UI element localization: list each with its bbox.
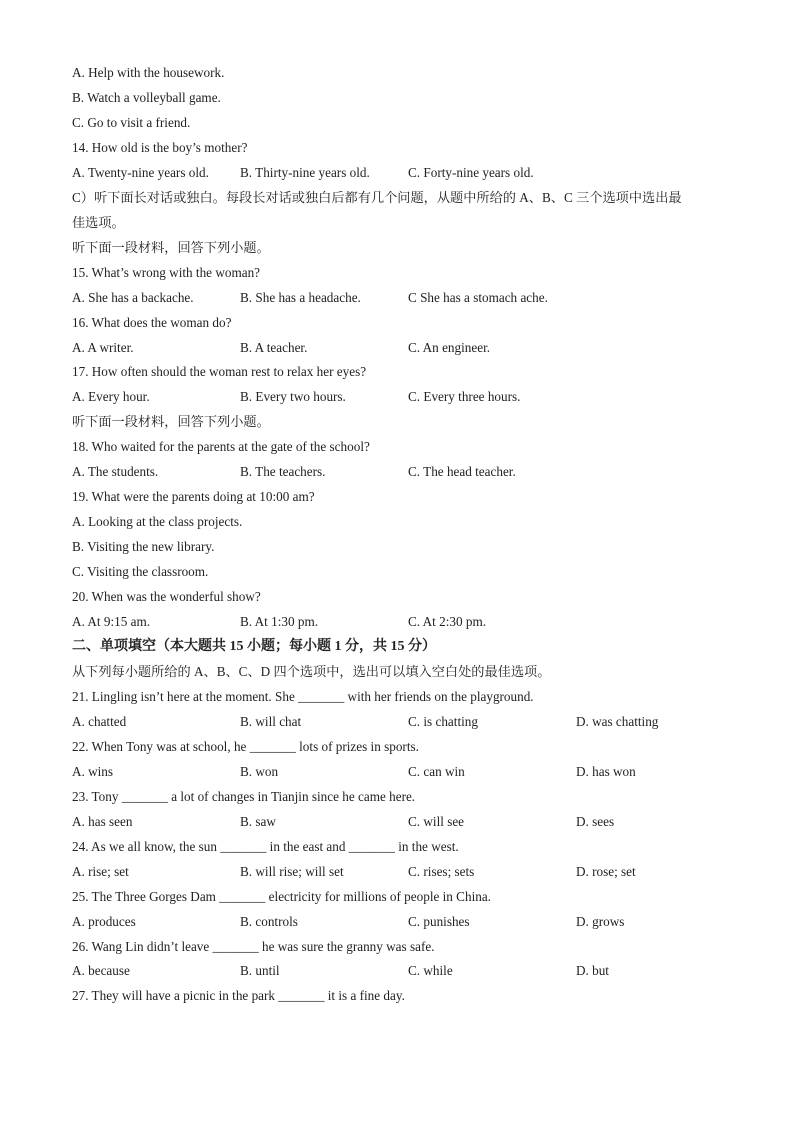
option-c: C She has a stomach ache. [408,290,548,305]
option-a: A. wins [72,764,114,779]
option-b: B. She has a headache. [240,290,361,305]
option-a: A. She has a backache. [72,290,194,305]
option-c: C. Every three hours. [408,389,521,404]
option-c: C. while [408,963,453,978]
option-c: C. punishes [408,914,470,929]
option-d: D. rose; set [576,864,636,879]
option-a: A. A writer. [72,340,134,355]
option-b: B. controls [240,914,298,929]
option-a: A. rise; set [72,864,129,879]
option-c: C. An engineer. [408,340,491,355]
option-a: A. Twenty-nine years old. [72,165,209,180]
option-c: C. will see [408,814,465,829]
option-d: D. but [576,963,609,978]
option-b: B. will rise; will set [240,864,344,879]
option-c: C. is chatting [408,714,478,729]
option-b: B. A teacher. [240,340,308,355]
option-a: A. chatted [72,714,127,729]
option-a: A. because [72,963,130,978]
option-a: A. The students. [72,464,159,479]
option-b: B. At 1:30 pm. [240,614,319,629]
option-a: A. Every hour. [72,389,150,404]
option-b: B. Thirty-nine years old. [240,165,370,180]
option-c: C. rises; sets [408,864,475,879]
option-b: B. The teachers. [240,464,326,479]
option-b: B. won [240,764,279,779]
option-b: B. Every two hours. [240,389,346,404]
option-b: B. saw [240,814,276,829]
option-a: A. At 9:15 am. [72,614,151,629]
option-a: A. has seen [72,814,133,829]
option-b: B. until [240,963,280,978]
option-b: B. will chat [240,714,302,729]
option-c: C. can win [408,764,465,779]
option-d: D. grows [576,914,625,929]
option-a: A. produces [72,914,136,929]
document-page: A. Help with the housework. B. Watch a volleyball game. C. Go to visit a friend. 14. How old is the boy’s mother? A. Twenty-nine years old. B. Thirty-nine years old. C. Forty-nine years old. C）听下面长对话或独白。每段长对话或独白后都有几个问题，从题中所给的 A、B、C 三个选项中选出最 佳选项。 听下面一段材料，回答下列小题。 15. What’s wrong with the woman? A. She has a backache. B. She has a headache. C She has a stomach ache. 16. What does the woman do? A. A writer. B. A teacher. C. An engineer. 17. How often should the woman rest to relax her eyes? A. Every hour. B. Every two hours. C. Every three hours. 听下面一段材料，回答下列小题。 18. Who waited for the parents at the gate of the school? A. The students. B. The teachers. C. The head teacher. 19. What were the parents doing at 10:00 am? A. Looking at the class projects. B. Visiting the new library. C. Visiting the classroom. 20. When was the wonderful show? A. At 9:15 am. B. At 1:30 pm. C. At 2:30 pm. 二、单项填空（本大题共 15 小题；每小题 1 分，共 15 分） 从下列每小题所给的 A、B、C、D 四个选项中，选出可以填入空白处的最佳选项。 21. Lingling isn’t here at the moment. She _______ with her friends on the playground. A. chatted B. will chat C. is chatting D. was chatting 22. When Tony was at school, he _______ lots of prizes in sports. A. wins B. won C. can win D. has won 23. Tony _______ a lot of changes in Tianjin since he came here. A. has seen B. saw C. will see D. sees 24. As we all know, the sun _______ in the east and _______ in the west. A. rise; set B. will rise; will set C. rises; sets D. rose; set 25. The Three Gorges Dam _______ electricity for millions of people in China. A. produces B. controls C. punishes D. grows 26. Wang Lin didn’t leave _______ he was sure the granny was safe. A. because B. until C. while D. but 27. They will have a picnic in the park _______ it is a fine day. [72,65,682,1003]
option-d: D. was chatting [576,714,659,729]
option-c: C. The head teacher. [408,464,516,479]
option-d: D. sees [576,814,615,829]
option-d: D. has won [576,764,636,779]
option-c: C. At 2:30 pm. [408,614,487,629]
option-c: C. Forty-nine years old. [408,165,534,180]
